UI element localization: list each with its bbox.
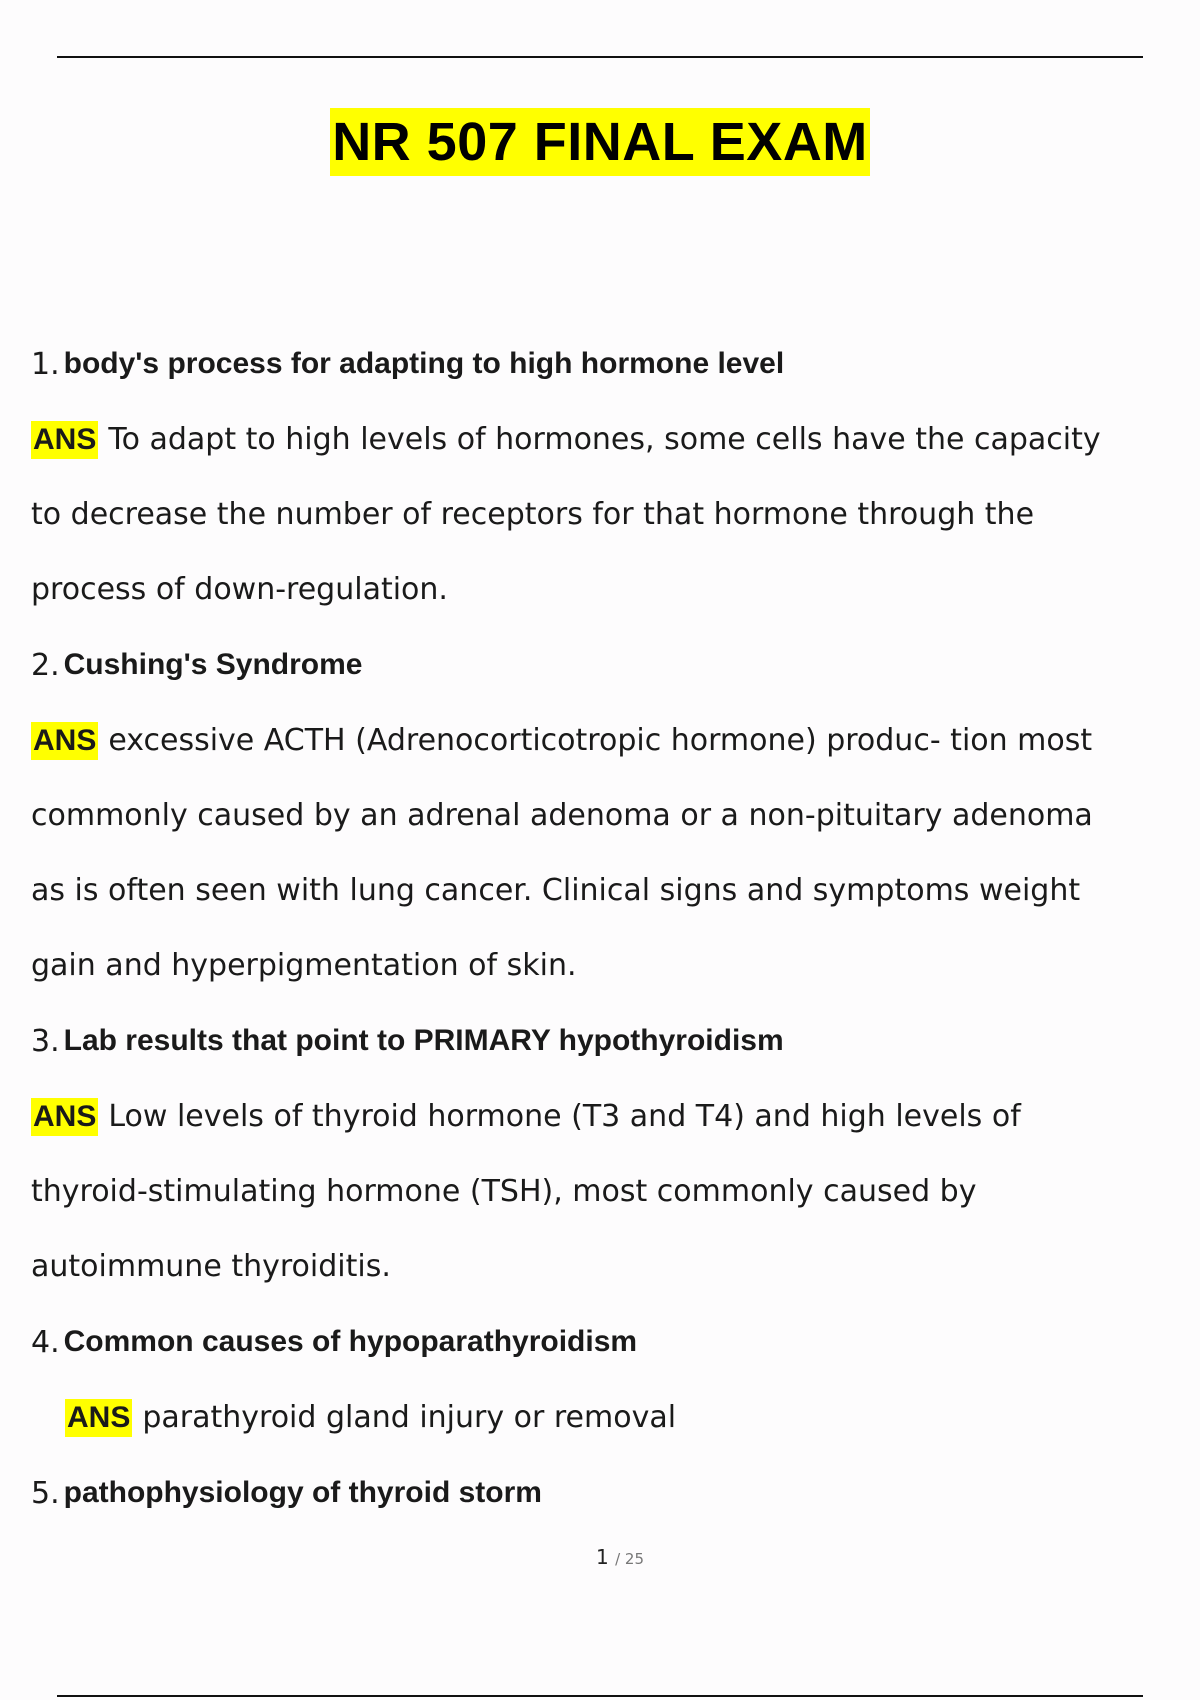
total-pages: / 25 — [615, 1550, 644, 1568]
answer-text: autoimmune thyroiditis. — [31, 1249, 391, 1284]
question-number: 1. — [31, 346, 60, 382]
question-text: pathophysiology of thyroid storm — [63, 1476, 542, 1509]
ans-label: ANS — [31, 1098, 98, 1136]
answer-text: to decrease the number of receptors for that hormone through the — [31, 497, 1035, 532]
answer-4-line-1 — [31, 1380, 1191, 1455]
question-4 — [31, 1304, 1191, 1380]
question-2 — [31, 627, 1191, 703]
answer-text: thyroid-stimulating hormone (TSH), most commonly caused by — [31, 1174, 977, 1209]
answer-text: gain and hyperpigmentation of skin. — [31, 948, 577, 983]
answer-2-line-4 — [31, 928, 1191, 1003]
question-number: 2. — [31, 647, 60, 683]
question-1 — [31, 326, 1191, 402]
answer-text: parathyroid gland injury or removal — [142, 1400, 677, 1435]
answer-2-line-1 — [31, 703, 1191, 778]
answer-text: as is often seen with lung cancer. Clinical signs and symptoms weight — [31, 873, 1081, 908]
document-title: NR 507 FINAL EXAM — [330, 108, 870, 176]
answer-text: Low levels of thyroid hormone (T3 and T4) and high levels of — [108, 1099, 1021, 1134]
ans-label: ANS — [31, 421, 98, 459]
page-indicator — [0, 1545, 1200, 1569]
question-number: 3. — [31, 1023, 60, 1059]
ans-label: ANS — [31, 722, 98, 760]
question-5 — [31, 1455, 1191, 1531]
answer-3-line-3 — [31, 1229, 1191, 1304]
answer-text: excessive ACTH (Adrenocorticotropic hormone) produc- tion most — [108, 723, 1093, 758]
question-text: Common causes of hypoparathyroidism — [63, 1325, 638, 1358]
bottom-divider — [57, 1695, 1143, 1697]
question-number: 5. — [31, 1475, 60, 1511]
question-3 — [31, 1003, 1191, 1079]
answer-text: process of down-regulation. — [31, 572, 448, 607]
answer-text: To adapt to high levels of hormones, some cells have the capacity — [108, 422, 1101, 457]
answer-2-line-2 — [31, 778, 1191, 853]
answer-1-line-1 — [31, 402, 1191, 477]
question-text: body's process for adapting to high hormone level — [63, 347, 785, 380]
title-container — [0, 108, 1200, 176]
answer-3-line-2 — [31, 1154, 1191, 1229]
answer-2-line-3 — [31, 853, 1191, 928]
answer-text: commonly caused by an adrenal adenoma or a non-pituitary adenoma — [31, 798, 1093, 833]
question-text: Cushing's Syndrome — [63, 648, 363, 681]
question-number: 4. — [31, 1324, 60, 1360]
ans-label: ANS — [65, 1399, 132, 1437]
question-text: Lab results that point to PRIMARY hypothyroidism — [63, 1024, 784, 1057]
answer-1-line-3 — [31, 552, 1191, 627]
qa-list — [31, 326, 1191, 1531]
top-divider — [57, 56, 1143, 58]
current-page: 1 — [595, 1545, 609, 1569]
answer-1-line-2 — [31, 477, 1191, 552]
answer-3-line-1 — [31, 1079, 1191, 1154]
